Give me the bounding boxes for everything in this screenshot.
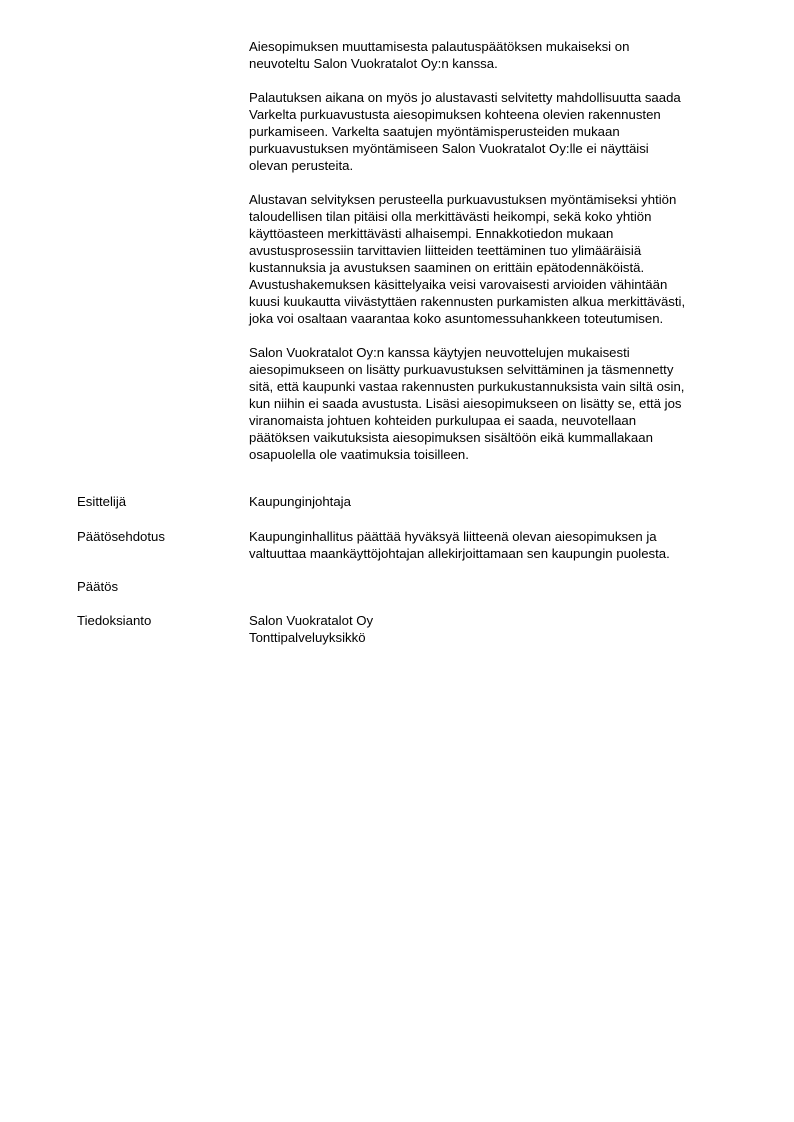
paragraph-line: joka voi osaltaan vaarantaa koko asuntomessuhankkeen toteutumisen. xyxy=(249,311,664,326)
paragraph-line: taloudellisen tilan pitäisi olla merkittävästi heikompi, sekä koko yhtiön xyxy=(249,209,652,224)
document-body xyxy=(249,38,739,480)
paragraph-line: aiesopimukseen on lisätty purkuavustuksen selvittäminen ja täsmennetty xyxy=(249,362,674,377)
paragraph-line: sitä, että kaupunki vastaa rakennusten purkukustannuksista vain siltä osin, xyxy=(249,379,685,394)
paragraph-line: Palautuksen aikana on myös jo alustavasti selvitetty mahdollisuutta saada xyxy=(249,90,681,105)
paragraph-line: kustannuksia ja avustuksen saaminen on erittäin epätodennäköistä. xyxy=(249,260,645,275)
field-label-paatos: Päätös xyxy=(77,579,119,594)
paragraph-line: olevan perusteita. xyxy=(249,158,354,173)
paragraph-line: Salon Vuokratalot Oy:n kanssa käytyjen neuvottelujen mukaisesti xyxy=(249,345,630,360)
proposal-line: Kaupunginhallitus päättää hyväksyä liitteenä olevan aiesopimuksen ja xyxy=(249,529,657,544)
paragraph-line: viranomaista johtuen kohteiden purkulupaa ei saada, neuvotellaan xyxy=(249,413,637,428)
field-label-tiedoksianto: Tiedoksianto xyxy=(77,613,152,628)
recipient-line: Salon Vuokratalot Oy xyxy=(249,613,374,628)
paragraph-line: kun niihin ei saada avustusta. Lisäsi aiesopimukseen on lisätty se, että jos xyxy=(249,396,682,411)
field-label-esittelija: Esittelijä xyxy=(77,494,127,509)
field-value-tiedoksianto xyxy=(249,612,749,646)
paragraph-demolition-grant xyxy=(249,89,739,174)
paragraph-line: avustusprosessiin tarvittavien liitteiden teettäminen tuo ylimääräisiä xyxy=(249,243,642,258)
field-value-paatosehdotus xyxy=(249,528,749,562)
field-label-paatosehdotus: Päätösehdotus xyxy=(77,529,165,544)
field-value-esittelija: Kaupunginjohtaja xyxy=(249,494,351,509)
paragraph-line: purkamiseen. Varkelta saatujen myöntämisperusteiden mukaan xyxy=(249,124,620,139)
paragraph-line: neuvoteltu Salon Vuokratalot Oy:n kanssa. xyxy=(249,56,498,71)
paragraph-line: Varkelta purkuavustusta aiesopimuksen kohteena olevien rakennusten xyxy=(249,107,661,122)
paragraph-line: päätöksen vaikutuksista aiesopimuksen sisältöön eikä kummallakaan xyxy=(249,430,653,445)
paragraph-line: Alustavan selvityksen perusteella purkuavustuksen myöntämiseksi yhtiön xyxy=(249,192,677,207)
paragraph-preliminary-study xyxy=(249,191,739,327)
paragraph-line: Aiesopimuksen muuttamisesta palautuspäätöksen mukaiseksi on xyxy=(249,39,630,54)
recipient-line: Tonttipalveluyksikkö xyxy=(249,630,366,645)
proposal-line: valtuuttaa maankäyttöjohtajan allekirjoittamaan sen kaupungin puolesta. xyxy=(249,546,670,561)
paragraph-negotiation xyxy=(249,38,739,72)
paragraph-line: osapuolella ole vaatimuksia toisilleen. xyxy=(249,447,469,462)
paragraph-line: Avustushakemuksen käsittelyaika veisi varovaisesti arvioiden vähintään xyxy=(249,277,668,292)
paragraph-agreement-changes xyxy=(249,344,739,463)
paragraph-line: kuusi kuukautta viivästyttäen rakennusten purkamisten alkua merkittävästi, xyxy=(249,294,686,309)
paragraph-line: käyttöasteen merkittävästi alhaisempi. Ennakkotiedon mukaan xyxy=(249,226,614,241)
paragraph-line: purkuavustuksen myöntämiseen Salon Vuokratalot Oy:lle ei näyttäisi xyxy=(249,141,649,156)
